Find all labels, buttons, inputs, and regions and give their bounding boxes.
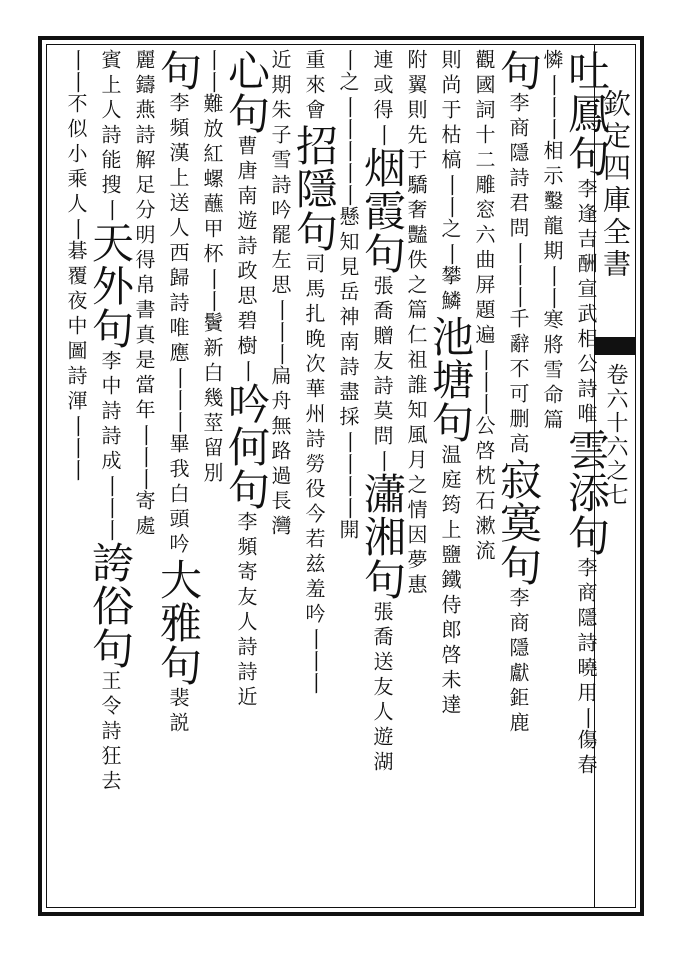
text-column-9: 重來會招隱句司馬扎晚次華州詩勞役今若兹羞吟丨丨丨	[290, 49, 339, 694]
text-column-14: 麗鑄燕詩解足分明得帛書真是當年丨丨丨寄處	[132, 49, 157, 540]
text-column-16: 丨丨不似小乘人丨碁覆夜中圖詩渾丨丨丨	[64, 49, 89, 481]
text-column-2: 憐丨丨丨相示鑿龍期丨丨寒將雪命篇	[540, 49, 565, 434]
text-columns	[61, 49, 609, 913]
text-column-13: 句李頻漢上送人西歸詩唯應丨丨丨畢我白頭吟大雅句裴説	[154, 49, 203, 737]
text-column-11: 心句曹唐南遊詩政思碧樹丨吟何句李頻寄友人詩詩近	[222, 49, 271, 711]
book-title: 欽定四庫全書	[599, 89, 632, 281]
text-column-6: 附翼則先于驕奢豔佚之篇仁祖誰知風月之情因夢惠	[404, 49, 428, 599]
text-column-5: 則尚于枯槁丨丨之丨攀鱗池塘句温庭筠上鹽鐵侍郎啓未達	[426, 49, 475, 719]
text-column-1: 吐鳳句李逢吉酬宣武相公詩唯雲添句李商隱詩曉用丨傷春	[562, 49, 611, 779]
text-column-15: 賓上人詩能搜丨天外句李中詩詩成丨丨丨誇俗句王令詩狂去	[86, 49, 135, 795]
page-frame	[38, 36, 644, 916]
volume-label: 卷六十六之七	[603, 363, 628, 507]
text-column-4: 觀國詞十二雕窓六曲屏題遍丨丨丨公啓枕石漱流	[472, 49, 497, 565]
text-column-8: 丨之丨丨丨丨丨懸知見岳神南詩盡採丨丨丨丨開	[336, 49, 361, 544]
text-column-3: 句李商隱詩君問丨丨丨千辭不可删高寂寞句李商隱獻鉅鹿	[494, 49, 543, 737]
page-border-inner	[46, 44, 636, 908]
text-column-7: 連或得丨烟霞句張喬贈友詩莫問丨瀟湘句張喬送友人遊湖	[358, 49, 407, 776]
text-column-10: 近期朱子雪詩吟罷左思丨丨丨扁舟無路過長灣	[268, 49, 293, 540]
text-column-12: 丨丨難放紅螺蘸甲杯丨丨鬢新白幾莖留別	[200, 49, 225, 487]
